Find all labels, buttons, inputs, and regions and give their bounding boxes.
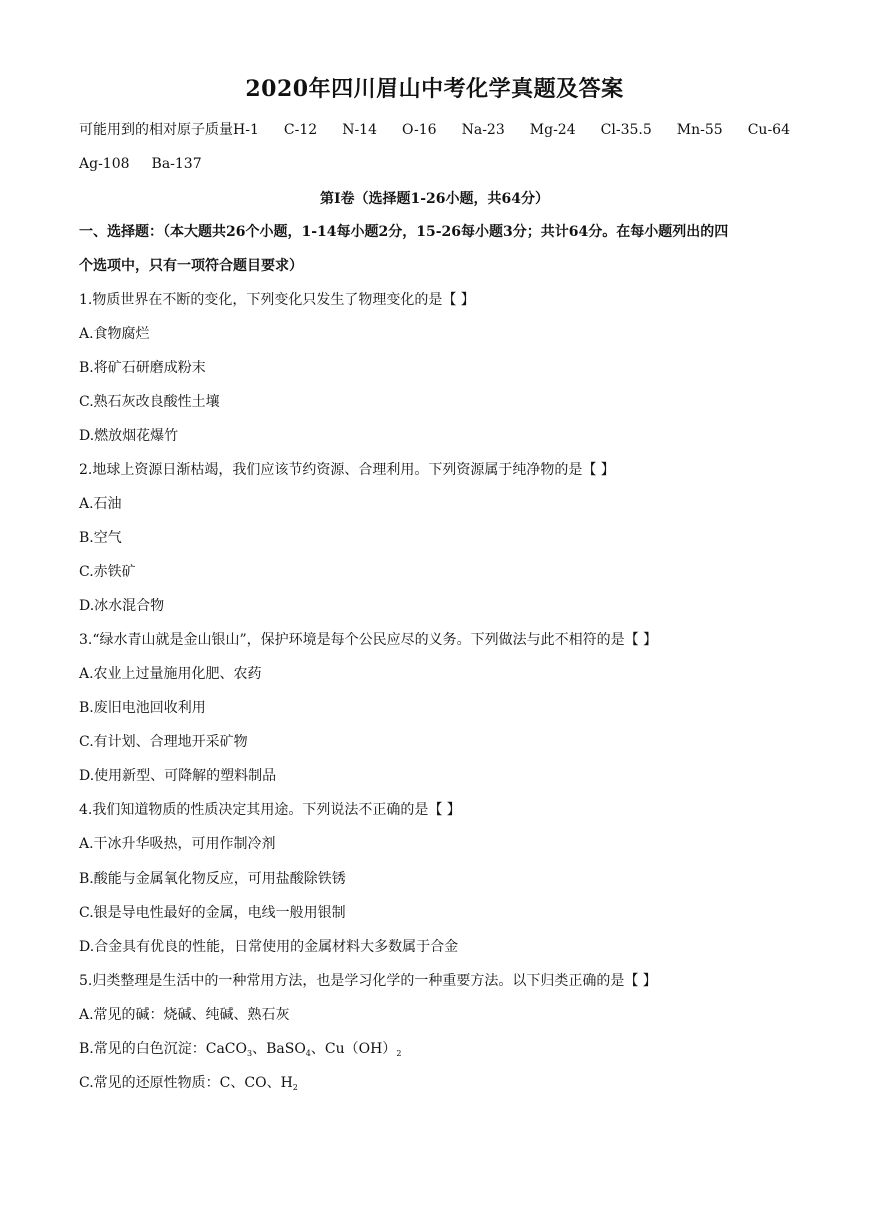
question-3-option-b: B.废旧电池回收利用	[79, 700, 206, 716]
question-4-option-b: B.酸能与金属氧化物反应，可用盐酸除铁锈	[79, 871, 346, 887]
atomic-mass-item: Ag-108	[79, 156, 130, 172]
question-4-option-a: A.干冰升华吸热，可用作制冷剂	[79, 836, 276, 852]
atomic-mass-item: Na-23	[461, 122, 505, 138]
atomic-mass-item: O-16	[402, 122, 437, 138]
question-3-option-d: D.使用新型、可降解的塑料制品	[79, 768, 277, 784]
atomic-mass-item: Mg-24	[529, 122, 576, 138]
question-1-stem: 1.物质世界在不断的变化，下列变化只发生了物理变化的是【 】	[79, 292, 475, 308]
question-4-stem: 4.我们知道物质的性质决定其用途。下列说法不正确的是【 】	[79, 802, 461, 818]
question-3-option-c: C.有计划、合理地开采矿物	[79, 734, 248, 750]
part-intro-line-2: 个选项中，只有一项符合题目要求）	[79, 258, 303, 274]
atomic-mass-item: Cu-64	[747, 122, 790, 138]
question-1-option-d: D.燃放烟花爆竹	[79, 428, 179, 444]
question-4-option-d: D.合金具有优良的性能，日常使用的金属材料大多数属于合金	[79, 939, 459, 955]
question-3-option-a: A.农业上过量施用化肥、农药	[79, 666, 262, 682]
question-2-option-c: C.赤铁矿	[79, 564, 136, 580]
question-5-stem: 5.归类整理是生活中的一种常用方法，也是学习化学的一种重要方法。以下归类正确的是【 】	[79, 973, 657, 989]
atomic-mass-item: N-14	[342, 122, 377, 138]
question-5-option-a: A.常见的碱：烧碱、纯碱、熟石灰	[79, 1007, 290, 1023]
question-5-option-c: C.常见的还原性物质：C、CO、$H_2$	[79, 1075, 298, 1092]
atomic-mass-item: C-12	[283, 122, 318, 138]
question-3-stem: 3.“绿水青山就是金山银山”，保护环境是每个公民应尽的义务。下列做法与此不相符的是【 】	[79, 632, 658, 648]
atomic-masses-line-2	[79, 154, 202, 174]
atomic-mass-item: Cl-35.5	[600, 122, 652, 138]
question-2-option-a: A.石油	[79, 496, 122, 512]
atomic-mass-label: 可能用到的相对原子质量H-1	[79, 122, 259, 138]
atomic-masses-line-1	[79, 120, 790, 140]
section-title: 第Ⅰ卷（选择题1-26小题，共64分）	[319, 191, 550, 207]
question-5-option-b: B.常见的白色沉淀：CaCO$_3$、BaSO$_4$、$Cu(OH)_2$	[79, 1041, 402, 1058]
question-2-option-d: D.冰水混合物	[79, 598, 165, 614]
part-intro-line-1: 一、选择题：（本大题共26个小题，1-14每小题2分，15-26每小题3分；共计64分。在每小题列出的四	[79, 224, 729, 240]
question-2-stem: 2.地球上资源日渐枯竭，我们应该节约资源、合理利用。下列资源属于纯净物的是【 】	[79, 462, 615, 478]
question-1-option-b: B.将矿石研磨成粉末	[79, 360, 206, 376]
atomic-mass-item: Mn-55	[676, 122, 723, 138]
question-2-option-b: B.空气	[79, 530, 122, 546]
atomic-mass-item: Ba-137	[151, 156, 202, 172]
page-title: 2020年四川眉山中考化学真题及答案	[245, 76, 624, 102]
question-1-option-c: C.熟石灰改良酸性土壤	[79, 394, 220, 410]
question-1-option-a: A.食物腐烂	[79, 326, 150, 342]
question-4-option-c: C.银是导电性最好的金属，电线一般用银制	[79, 905, 346, 921]
